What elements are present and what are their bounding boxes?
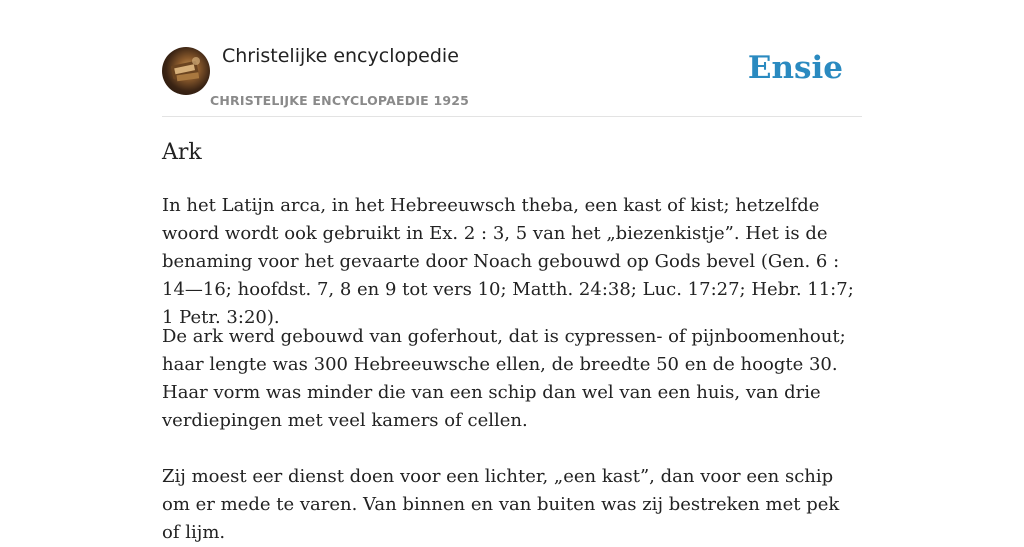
brand-logo[interactable]: Ensie: [747, 50, 843, 86]
site-subtitle: CHRISTELIJKE ENCYCLOPAEDIE 1925: [210, 93, 470, 108]
page: [162, 0, 862, 543]
article-paragraph: Zij moest eer dienst doen voor een lichter, „een kast”, dan voor een schip om er mede te varen. Van binnen en van buiten was zij bestreken met pek of lijm.: [162, 466, 840, 543]
site-header: [162, 0, 862, 117]
article-paragraph: In het Latijn arca, in het Hebreeuwsch theba, een kast of kist; hetzelfde woord wordt ook gebruikt in Ex. 2 : 3, 5 van het „biezenkistje”. Het is de benaming voor het gevaarte door Noach gebouwd op Gods bevel (Gen. 6 : 14—16; hoofdst. 7, 8 en 9 tot vers 10; Matth. 24:38; Luc. 17:27; Hebr. 11:7; 1 Petr. 3:20).: [162, 195, 854, 328]
site-title[interactable]: Christelijke encyclopedie: [222, 45, 459, 67]
book-thumbnail-icon[interactable]: [162, 47, 210, 95]
article-paragraph: De ark werd gebouwd van goferhout, dat is cypressen- of pijnboomenhout; haar lengte was 300 Hebreeuwsche ellen, de breedte 50 en de hoogte 30. Haar vorm was minder die van een schip dan wel van een huis, van drie verdiepingen met veel kamers of cellen.: [162, 326, 846, 431]
article-title: Ark: [162, 140, 202, 165]
